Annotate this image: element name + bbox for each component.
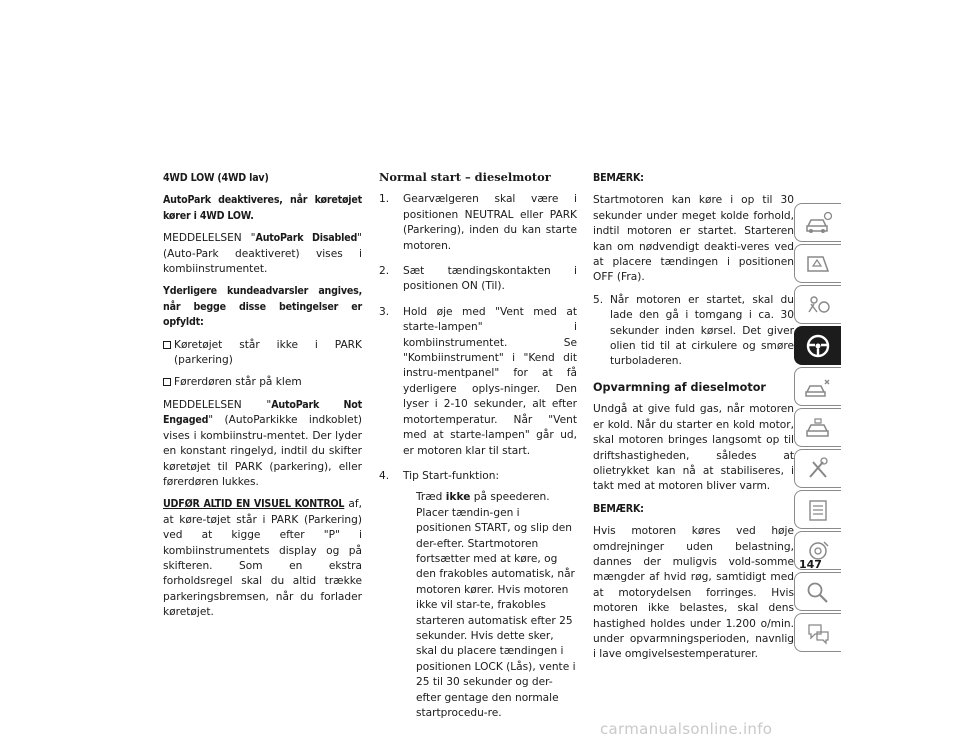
chapter-tab-active[interactable]	[794, 326, 841, 365]
note-label: BEMÆRK:	[593, 502, 644, 515]
section-heading-diesel-warmup: Opvarmning af dieselmotor	[593, 380, 766, 394]
note-text: Hvis motoren køres ved høje omdrejninger uden belastning, dannes der muligvis vold-somme mængder af hvid røg, samtidigt med at motorydelsen forringes. Hvis motoren ikke belastes, skal dens hastighed holdes under 1.200 o/min. under opvarmningsperioden, navnlig i lave omgivelsestemperaturer.	[593, 525, 794, 661]
list-item: 4. Tip Start-funktion: Træd ikke på speederen. Placer tændin-gen i positionen START, og slip den der-efter. Startmotoren fortsætter med at køre, og den frakobles automatisk, når motoren kører. Hvis motoren ikke vil star-te, frakobles starteren automatisk efter 25 sekunder. Hvis dette sker, skal du placere tændingen i positionen LOCK (Lås), vente i 25 til 30 sekunder og der-efter gentage den normale startprocedu-re.	[379, 469, 577, 722]
chapter-tab[interactable]	[794, 203, 841, 242]
bullet-item: Køretøjet står ikke i PARK (parkering)	[163, 338, 362, 369]
customer-warnings-intro: Yderligere kundeadvarsler angives, når begge disse betingelser er opfyldt:	[163, 285, 362, 329]
car-service-icon	[803, 415, 833, 441]
warmup-paragraph: Undgå at give fuld gas, når motoren er kold. Når du starter en kold motor, skal motoren bringes langsomt op til driftshastigheden, således at olietrykket kan nå at stabiliseres, i takt med at motoren bliver varm.	[593, 403, 794, 493]
column-left	[163, 171, 362, 628]
chapter-tab[interactable]	[794, 244, 841, 283]
list-item: 1. Gearvælgeren skal være i positionen NEUTRAL eller PARK (Parkering), inden du kan starte motoren.	[379, 193, 577, 252]
tools-icon	[803, 456, 833, 482]
autopark-disabled-message: MEDDELELSEN "AutoPark Disabled" (Auto-Park deaktiveret) vises i kombiinstrumentet.	[163, 232, 362, 276]
list-item: 2. Sæt tændingskontakten i positionen ON (Til).	[379, 265, 577, 293]
visual-check-paragraph: UDFØR ALTID EN VISUEL KONTROL af, at køre-tøjet står i PARK (Parkering) ved at kigge efter "P" i kombiinstrumentets display og på skifteren. Som en ekstra forholdsregel skal du altid trække parkeringsbremsen, når du forlader køretøjet.	[163, 498, 362, 619]
note-text: Startmotoren kan køre i op til 30 sekunder under meget kolde forhold, indtil motoren er startet. Starteren kan om nødvendigt deakti-veres ved at placere tændingen i positionen OFF (Fra).	[593, 194, 794, 284]
chapter-tab[interactable]	[794, 367, 841, 406]
chapter-tab[interactable]	[794, 572, 841, 611]
chapter-tab[interactable]	[794, 613, 841, 652]
car-info-icon	[803, 210, 833, 236]
language-icon	[803, 620, 833, 646]
start-steps-list	[379, 192, 577, 721]
page-number: 147	[799, 558, 822, 571]
column-middle	[379, 170, 577, 731]
tip-start-description: Træd ikke på speederen. Placer tændin-gen i positionen START, og slip den der-efter. Startmotoren fortsætter med at køre, og den frakobles automatisk, når motoren kører. Hvis motoren ikke vil star-te, frakobles starteren automatisk efter 25 sekunder. Hvis dette sker, skal du placere tændingen i positionen LOCK (Lås), vente i 25 til 30 sekunder og der-efter gentage den normale startprocedu-re.	[416, 491, 576, 719]
dashboard-warning-icon	[803, 251, 833, 277]
watermark: carmanualsonline.info	[600, 720, 773, 738]
chapter-tab[interactable]	[794, 449, 841, 488]
autopark-4wd-low-statement: AutoPark deaktiveres, når køretøjet kører i 4WD LOW.	[163, 194, 362, 222]
list-item: 3. Hold øje med "Vent med at starte-lampen" i kombiinstrumentet. Se "Kombiinstrument" i "Kend dit instru-mentpanel" for at få yderligere oplys-ninger. Den lyser i 2-10 sekunder, alt efter motortemperatur. Når "Vent med at starte-lampen" går ud, er motoren klar til start.	[379, 305, 577, 457]
list-item: 5. Når motoren er startet, skal du lade den gå i tomgang i ca. 30 sekunder inden kørsel. Det giver olien tid til at cirkulere og smøre turboladeren.	[593, 293, 794, 368]
car-crash-icon	[803, 374, 833, 400]
specifications-list-icon	[803, 497, 833, 523]
start-steps-list-continued	[593, 293, 794, 370]
section-heading-4wd-low: 4WD LOW (4WD lav)	[163, 172, 269, 184]
section-heading-normal-start: Normal start – dieselmotor	[379, 170, 551, 184]
chapter-tab[interactable]	[794, 408, 841, 447]
search-index-icon	[803, 579, 833, 605]
chapter-tab[interactable]	[794, 490, 841, 529]
column-right	[593, 171, 794, 670]
autopark-not-engaged-message: MEDDELELSEN "AutoPark Not Engaged" (AutoParkikke indkoblet) vises i kombiinstru-mentet. Der lyder en konstant ringelyd, indtil du skifter køretøjet til PARK (parkering), eller førerdøren lukkes.	[163, 398, 362, 488]
chapter-tab[interactable]	[794, 285, 841, 324]
bullet-item: Førerdøren står på klem	[163, 375, 362, 390]
steering-wheel-icon	[803, 333, 833, 359]
airbag-safety-icon	[803, 292, 833, 318]
note-label: BEMÆRK:	[593, 172, 644, 184]
